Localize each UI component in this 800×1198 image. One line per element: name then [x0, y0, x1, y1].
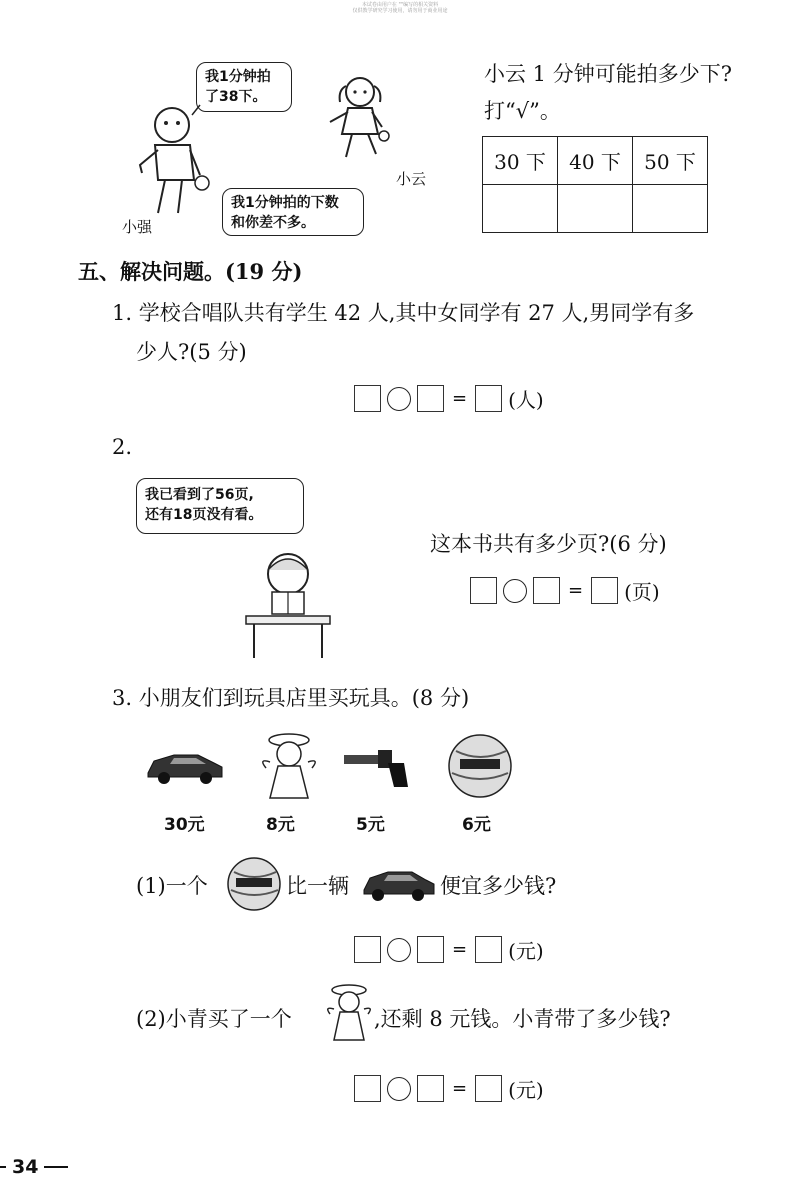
q3-sub2-part-b: ,还剩 8 元钱。小青带了多少钱?	[374, 1007, 671, 1031]
car-toy-icon	[144, 745, 226, 787]
operator-circle[interactable]	[387, 1077, 411, 1101]
choice-table	[482, 136, 708, 233]
girl-xiaoyun-illustration	[320, 72, 400, 172]
answer-box[interactable]	[354, 936, 381, 963]
answer-box[interactable]	[475, 1075, 502, 1102]
answer-box[interactable]	[475, 385, 502, 412]
gun-toy-icon	[342, 745, 410, 789]
unit-label: (人)	[508, 388, 544, 412]
unit-label: (元)	[508, 1078, 544, 1102]
operator-circle[interactable]	[387, 387, 411, 411]
answer-cell-50[interactable]	[633, 185, 708, 233]
name-xiaoyun: 小云	[396, 170, 427, 188]
q3-sub1-equation	[354, 935, 544, 964]
answer-box[interactable]	[417, 1075, 444, 1102]
answer-cell-30[interactable]	[483, 185, 558, 233]
operator-circle[interactable]	[503, 579, 527, 603]
footer-dash	[44, 1166, 68, 1168]
q2-question: 这本书共有多少页?(6 分)	[430, 532, 667, 556]
boy-xiaoqiang-illustration	[120, 95, 230, 225]
watermark: 本试卷由用户在 ""编写的相关资料 仅供教学研究学习使用，请勿用于商业用途	[352, 2, 448, 14]
page-number: 34	[12, 1156, 39, 1178]
answer-box[interactable]	[533, 577, 560, 604]
equals-sign: =	[568, 580, 584, 601]
q1-equation	[354, 384, 544, 413]
speech-bubble-reader: 我已看到了56页, 还有18页没有看。	[136, 478, 304, 534]
doll-inline-icon	[324, 980, 374, 1050]
q1-line2: 少人?(5 分)	[136, 340, 247, 364]
name-xiaoqiang: 小强	[122, 218, 153, 236]
q3-sub1-part-c: 便宜多少钱?	[440, 874, 557, 898]
equals-sign: =	[452, 388, 468, 409]
option-50: 50 下	[633, 137, 708, 185]
boy-reading-illustration	[240, 540, 335, 660]
equals-sign: =	[452, 939, 468, 960]
answer-box[interactable]	[591, 577, 618, 604]
operator-circle[interactable]	[387, 938, 411, 962]
q3-sub2-equation	[354, 1074, 544, 1103]
price-gun: 5元	[356, 815, 385, 835]
question-line-1: 小云 1 分钟可能拍多少下?	[484, 62, 732, 86]
speech-bubble-yun: 我1分钟拍的下数 和你差不多。	[222, 188, 364, 236]
price-car: 30元	[164, 815, 205, 835]
price-doll: 8元	[266, 815, 295, 835]
question-line-2: 打“√”。	[484, 99, 561, 123]
section-title: 五、解决问题。(19 分)	[78, 259, 303, 284]
unit-label: (元)	[508, 939, 544, 963]
doll-toy-icon	[258, 728, 320, 808]
q1-line1: 1. 学校合唱队共有学生 42 人,其中女同学有 27 人,男同学有多	[112, 301, 695, 325]
q3-sub2-part-a: (2)小青买了一个	[136, 1007, 292, 1031]
q2-number: 2.	[112, 435, 133, 459]
answer-box[interactable]	[475, 936, 502, 963]
car-inline-icon	[360, 864, 438, 904]
ball-inline-icon	[226, 856, 282, 912]
speech-bubble-qiang: 我1分钟拍 了38下。	[196, 62, 292, 112]
page-footer	[0, 1156, 68, 1178]
option-30: 30 下	[483, 137, 558, 185]
footer-dash	[0, 1166, 6, 1168]
unit-label: (页)	[624, 580, 660, 604]
answer-box[interactable]	[354, 385, 381, 412]
answer-box[interactable]	[354, 1075, 381, 1102]
q2-equation	[470, 576, 660, 605]
answer-box[interactable]	[470, 577, 497, 604]
answer-cell-40[interactable]	[558, 185, 633, 233]
answer-box[interactable]	[417, 936, 444, 963]
price-ball: 6元	[462, 815, 491, 835]
answer-box[interactable]	[417, 385, 444, 412]
q3-sub1-part-b: 比一辆	[286, 874, 349, 898]
equals-sign: =	[452, 1078, 468, 1099]
q3-title: 3. 小朋友们到玩具店里买玩具。(8 分)	[112, 686, 470, 710]
option-40: 40 下	[558, 137, 633, 185]
q3-sub1-part-a: (1)一个	[136, 874, 208, 898]
ball-toy-icon	[446, 733, 514, 799]
